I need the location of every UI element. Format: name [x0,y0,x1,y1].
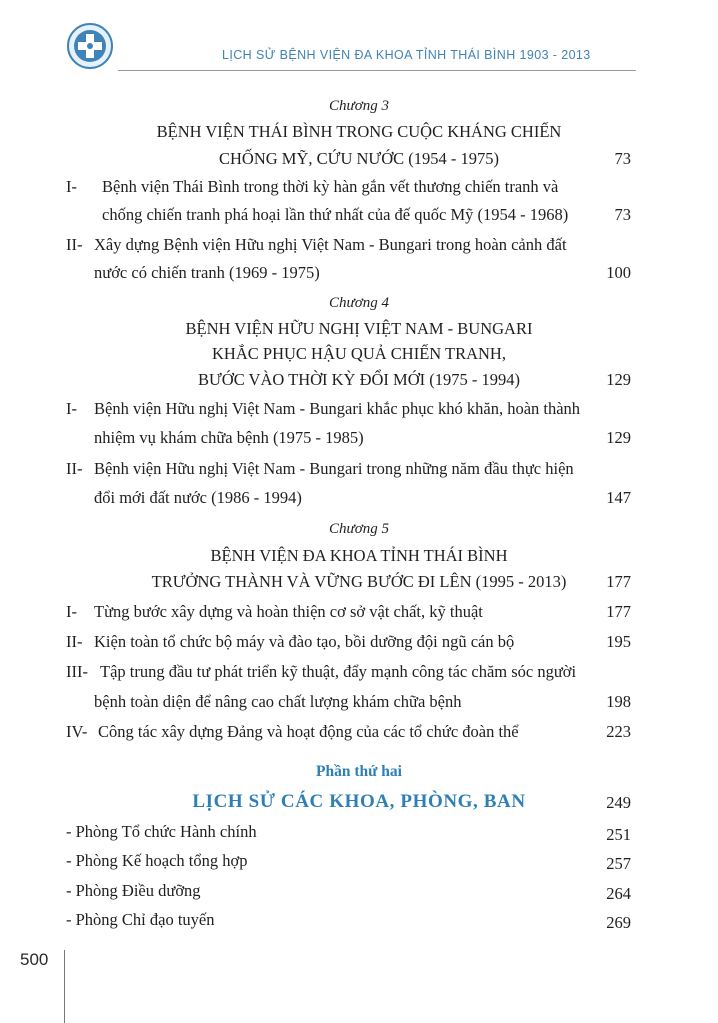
chapter-3-page: 73 [614,149,631,168]
chapter-4-title-line1: BỆNH VIỆN HỮU NGHỊ VIỆT NAM - BUNGARI [185,319,533,338]
chapter-4-title-line2: KHẮC PHỤC HẬU QUẢ CHIẾN TRANH, [212,344,506,363]
chapter-4-page: 129 [606,370,631,389]
toc-entry-text: - Phòng Tổ chức Hành chính [66,822,257,841]
header-rule [118,70,636,71]
running-header-title: LỊCH SỬ BỆNH VIỆN ĐA KHOA TỈNH THÁI BÌNH 1903 - 2013 [222,48,591,62]
page-number: 500 [20,950,49,969]
hospital-logo-icon [66,22,114,70]
toc-item-line1: Xây dựng Bệnh viện Hữu nghị Việt Nam - Bungari trong hoàn cảnh đất [94,235,567,254]
chapter-4-title-line3: BƯỚC VÀO THỜI KỲ ĐỔI MỚI (1975 - 1994) [197,370,520,389]
toc-item-page: 177 [606,602,631,621]
toc-item-number: II- [66,235,83,254]
toc-item-number: II- [66,632,83,651]
chapter-3-label: Chương 3 [329,98,389,114]
toc-item-line2: nhiệm vụ khám chữa bệnh (1975 - 1985) [94,428,364,447]
toc-item-line2: bệnh toàn diện để nâng cao chất lượng khám chữa bệnh [94,692,462,711]
chapter-5-page: 177 [606,572,631,591]
toc-item-number: II- [66,459,83,478]
toc-item-line1: Bệnh viện Hữu nghị Việt Nam - Bungari khắc phục khó khăn, hoàn thành [94,399,581,418]
chapter-5-label: Chương 5 [329,521,389,537]
toc-item-line2: chống chiến tranh phá hoại lần thứ nhất của đế quốc Mỹ (1954 - 1968) [102,205,569,224]
chapter-4-label: Chương 4 [329,295,389,311]
toc-entry-page: 269 [606,913,631,932]
chapter-3-title-line2: CHỐNG MỸ, CỨU NƯỚC (1954 - 1975) [219,149,499,168]
toc-item-line2: đổi mới đất nước (1986 - 1994) [94,488,302,507]
toc-item-page: 198 [606,692,631,711]
toc-entry-page: 264 [606,884,631,903]
chapter-5-title-line1: BỆNH VIỆN ĐA KHOA TỈNH THÁI BÌNH [210,546,508,565]
toc-item-line1: Tập trung đầu tư phát triển kỹ thuật, đẩy mạnh công tác chăm sóc người [100,662,577,681]
toc-item-line2: nước có chiến tranh (1969 - 1975) [94,263,320,282]
toc-entry-text: - Phòng Điều dưỡng [66,881,201,900]
part-2-label: Phần thứ hai [316,763,402,780]
chapter-3-title-line1: BỆNH VIỆN THÁI BÌNH TRONG CUỘC KHÁNG CHIẾN [156,122,562,141]
toc-item-number: III- [66,662,88,681]
chapter-5-title-line2: TRƯỞNG THÀNH VÀ VỮNG BƯỚC ĐI LÊN (1995 - 2013) [151,572,567,591]
toc-item-page: 195 [606,632,631,651]
part-2-page: 249 [606,793,631,812]
toc-entry-page: 251 [606,825,631,844]
toc-item-number: I- [66,602,77,621]
toc-entry-text: - Phòng Chỉ đạo tuyến [66,910,215,929]
toc-item-line1: Từng bước xây dựng và hoàn thiện cơ sở vật chất, kỹ thuật [94,602,483,621]
part-2-title: LỊCH SỬ CÁC KHOA, PHÒNG, BAN [192,791,526,812]
toc-item-page: 73 [614,205,631,224]
toc-item-page: 223 [606,722,631,741]
toc-item-line1: Bệnh viện Thái Bình trong thời kỳ hàn gắn vết thương chiến tranh và [102,177,559,196]
toc-item-line1: Bệnh viện Hữu nghị Việt Nam - Bungari trong những năm đầu thực hiện [94,459,574,478]
toc-item-line1: Công tác xây dựng Đảng và hoạt động của các tổ chức đoàn thể [98,722,519,741]
toc-item-number: I- [66,177,77,196]
toc-item-number: I- [66,399,77,418]
toc-entry-page: 257 [606,854,631,873]
toc-item-number: IV- [66,722,88,741]
toc-item-line1: Kiện toàn tổ chức bộ máy và đào tạo, bồi dưỡng đội ngũ cán bộ [94,632,515,651]
toc-item-page: 147 [606,488,631,507]
toc-entry-text: - Phòng Kế hoạch tổng hợp [66,851,248,870]
toc-item-page: 100 [606,263,631,282]
toc-item-page: 129 [606,428,631,447]
margin-rule [64,950,65,1023]
